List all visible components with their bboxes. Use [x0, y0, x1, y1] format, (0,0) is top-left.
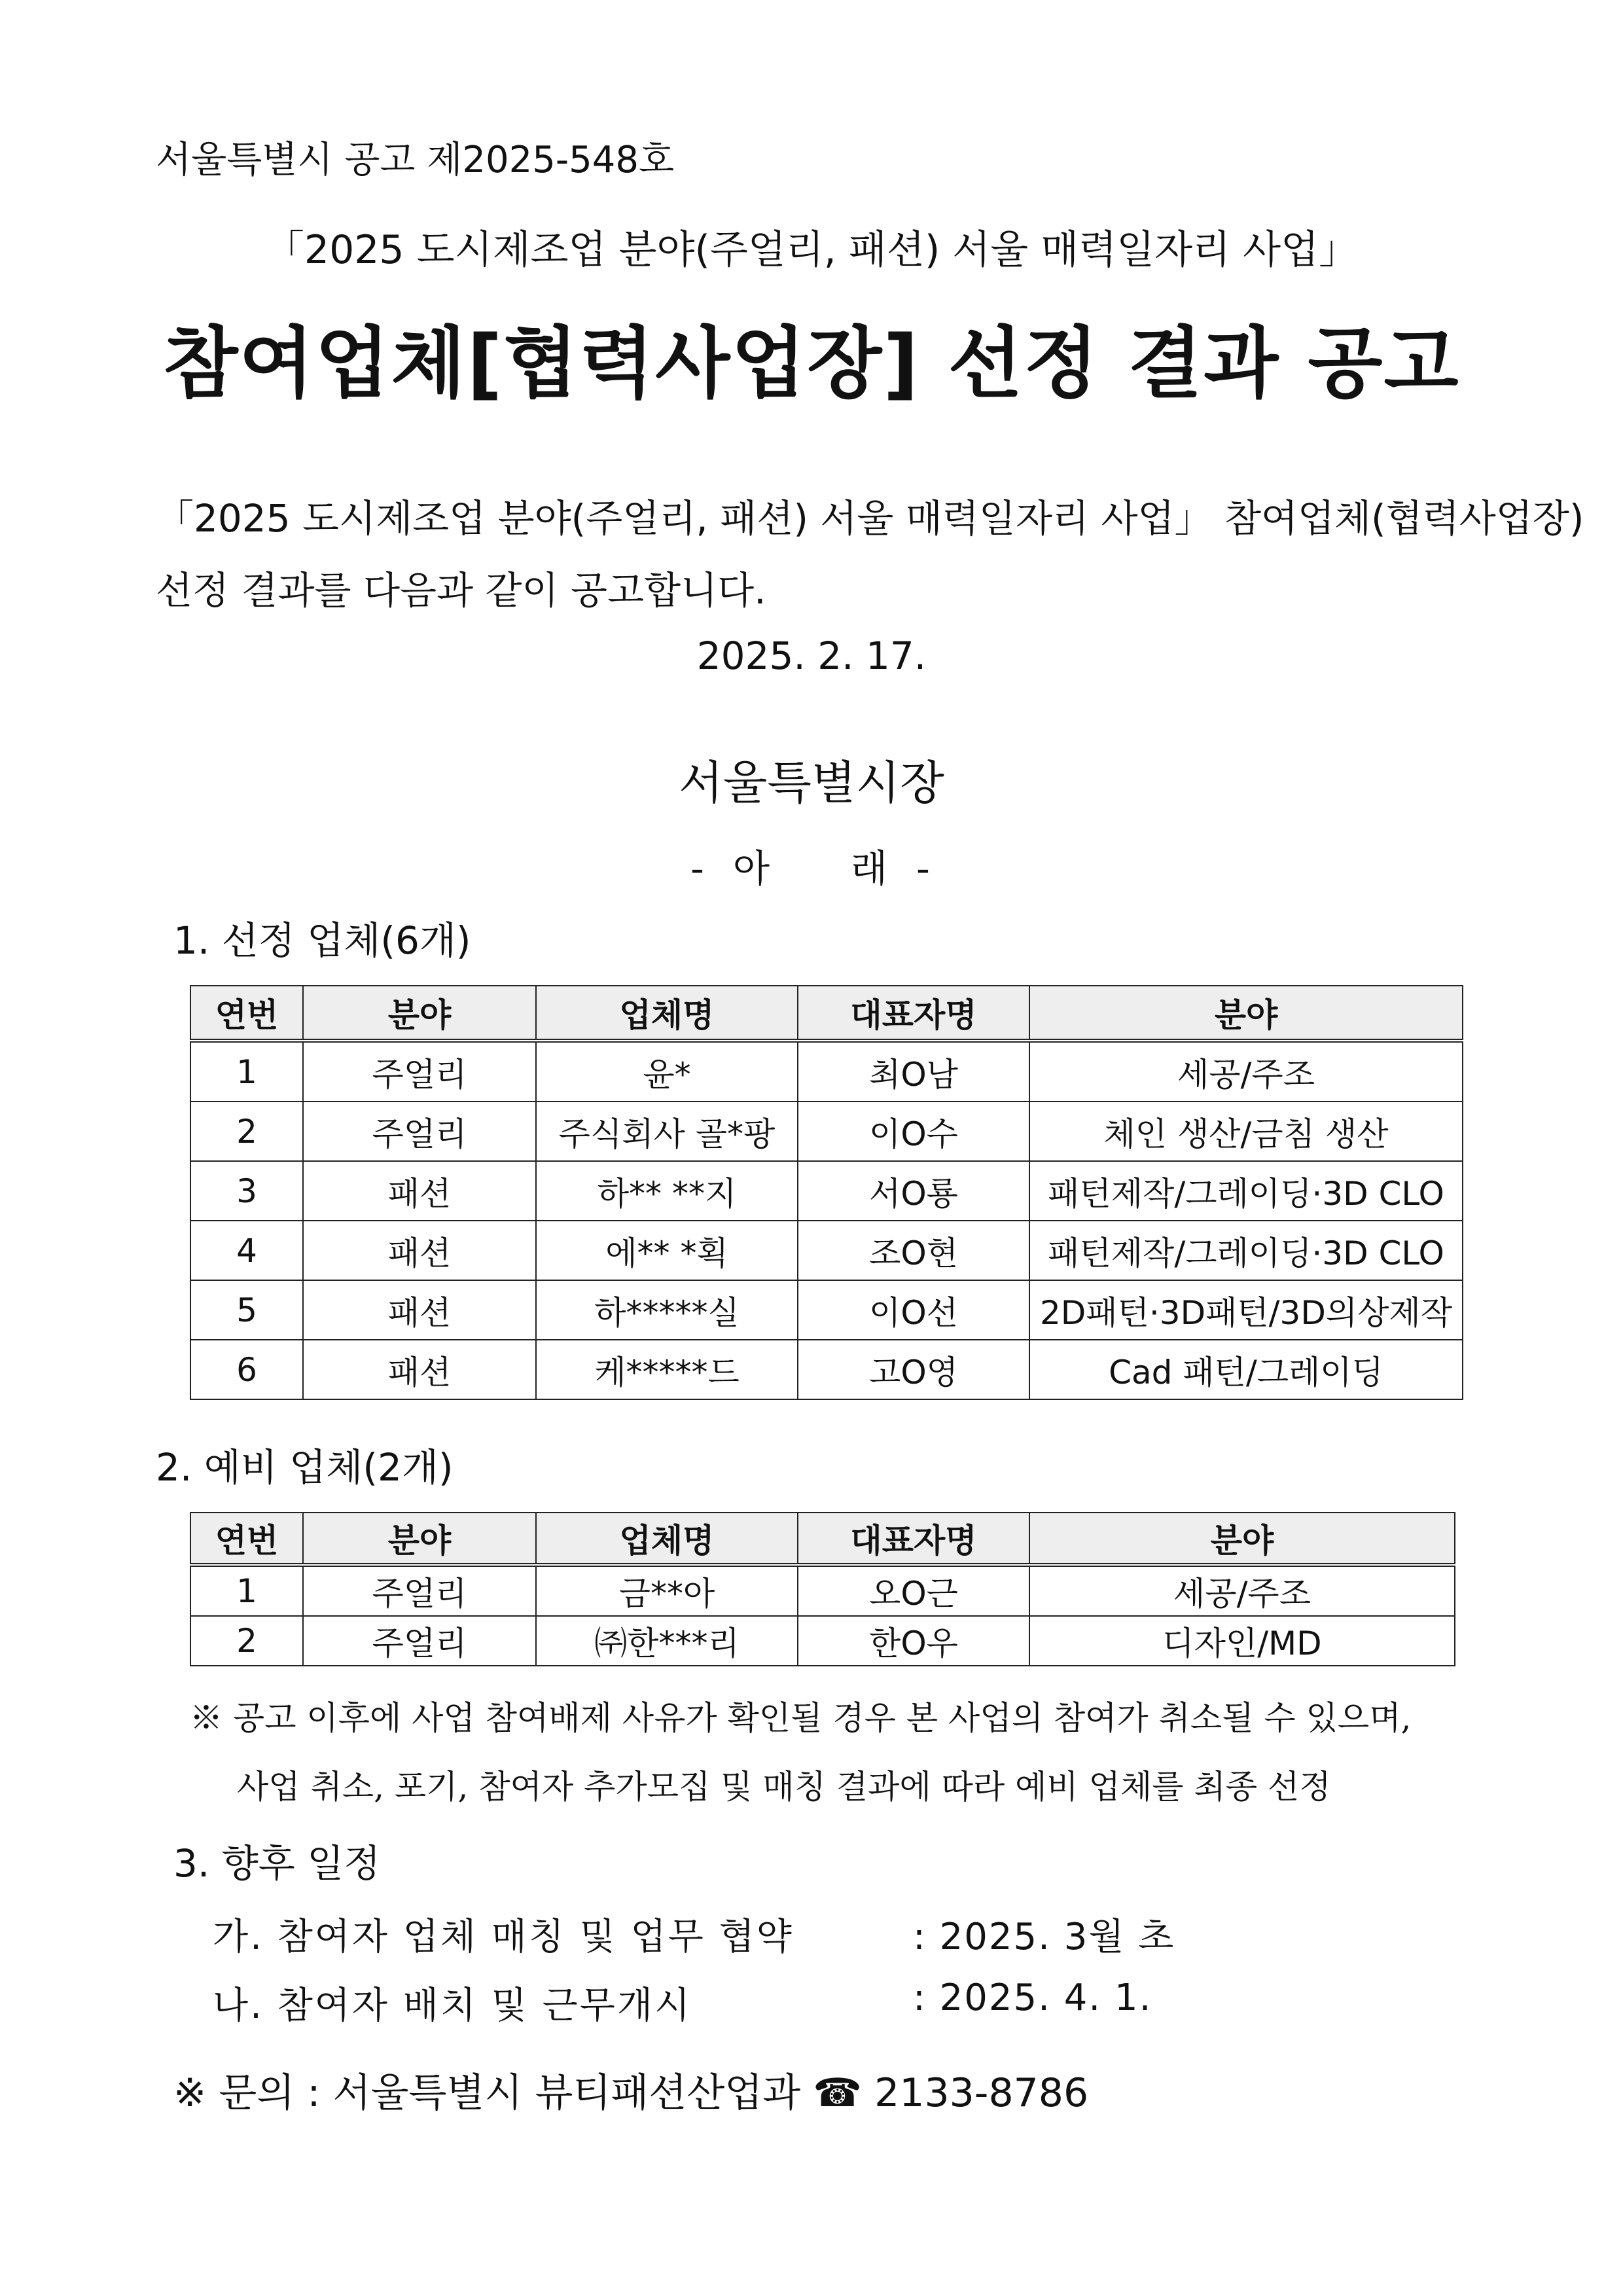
cell-specialty: 체인 생산/금침 생산	[1029, 1102, 1463, 1161]
table-header-row	[190, 986, 1463, 1041]
cell-representative: 한O우	[798, 1616, 1029, 1666]
document-subtitle: 「2025 도시제조업 분야(주얼리, 패션) 서울 매력일자리 사업」	[264, 227, 1359, 273]
cell-field: 주얼리	[303, 1041, 536, 1102]
col-header-company: 업체명	[536, 1513, 798, 1565]
cell-specialty: Cad 패턴/그레이딩	[1029, 1340, 1463, 1399]
cell-field: 패션	[303, 1340, 536, 1399]
intro-line-2: 선정 결과를 다음과 같이 공고합니다.	[156, 568, 766, 613]
notice-date: 2025. 2. 17.	[696, 634, 927, 678]
col-header-representative: 대표자명	[798, 986, 1029, 1041]
below-dash-right: -	[916, 846, 933, 891]
cell-specialty: 패턴제작/그레이딩·3D CLO	[1029, 1221, 1463, 1280]
below-char-2: 래	[851, 846, 891, 891]
cell-company: 윤*	[536, 1041, 798, 1102]
col-header-specialty: 분야	[1029, 1513, 1455, 1565]
table-row	[190, 1102, 1463, 1161]
notice-number: 서울특별시 공고 제2025-548호	[156, 139, 675, 181]
intro-line-1: 「2025 도시제조업 분야(주얼리, 패션) 서울 매력일자리 사업」 참여업체(협력사업장)	[156, 496, 1584, 541]
cell-field: 주얼리	[303, 1616, 536, 1666]
cell-representative: 최O남	[798, 1041, 1029, 1102]
col-header-representative: 대표자명	[798, 1513, 1029, 1565]
cell-representative: 서O룡	[798, 1161, 1029, 1221]
cell-company: 주식회사 골*팡	[536, 1102, 798, 1161]
schedule-item-label: 가. 참여자 업체 매칭 및 업무 협약	[213, 1916, 794, 1958]
note-line-1: ※ 공고 이후에 사업 참여배제 사유가 확인될 경우 본 사업의 참여가 취소될 수 있으며,	[190, 1699, 1412, 1737]
cell-company: 케*****드	[536, 1340, 798, 1399]
below-char-1: 아	[732, 846, 772, 891]
table-row	[190, 1280, 1463, 1340]
col-header-no: 연번	[190, 1513, 303, 1565]
cell-company: 에** *획	[536, 1221, 798, 1280]
schedule-item-value: : 2025. 3월 초	[913, 1916, 1175, 1958]
cell-representative: 이O수	[798, 1102, 1029, 1161]
cell-no: 6	[190, 1340, 303, 1399]
cell-field: 주얼리	[303, 1565, 536, 1616]
cell-no: 2	[190, 1616, 303, 1666]
cell-no: 4	[190, 1221, 303, 1280]
note-line-2: 사업 취소, 포기, 참여자 추가모집 및 매칭 결과에 따라 예비 업체를 최종 선정	[237, 1768, 1331, 1806]
table-row	[190, 1565, 1455, 1616]
contact-info: ※ 문의 : 서울특별시 뷰티패션산업과 ☎ 2133-8786	[173, 2070, 1089, 2116]
cell-field: 패션	[303, 1280, 536, 1340]
cell-no: 1	[190, 1565, 303, 1616]
table-row	[190, 1041, 1463, 1102]
selected-companies-table	[190, 985, 1463, 1400]
schedule-item-label: 나. 참여자 배치 및 근무개시	[213, 1984, 692, 2027]
cell-company: 금**아	[536, 1565, 798, 1616]
cell-representative: 이O선	[798, 1280, 1029, 1340]
cell-specialty: 디자인/MD	[1029, 1616, 1455, 1666]
cell-no: 5	[190, 1280, 303, 1340]
table-header-row	[190, 1513, 1455, 1565]
cell-representative: 고O영	[798, 1340, 1029, 1399]
cell-representative: 조O현	[798, 1221, 1029, 1280]
cell-representative: 오O근	[798, 1565, 1029, 1616]
cell-no: 2	[190, 1102, 303, 1161]
section-3-heading: 3. 향후 일정	[173, 1841, 381, 1886]
section-2-heading: 2. 예비 업체(2개)	[156, 1445, 454, 1490]
col-header-field: 분야	[303, 1513, 536, 1565]
table-row	[190, 1616, 1455, 1666]
cell-company: 하*****실	[536, 1280, 798, 1340]
issuer: 서울특별시장	[679, 756, 944, 810]
cell-no: 1	[190, 1041, 303, 1102]
cell-company: 하** **지	[536, 1161, 798, 1221]
cell-field: 주얼리	[303, 1102, 536, 1161]
table-row	[190, 1340, 1463, 1399]
cell-company: ㈜한***리	[536, 1616, 798, 1666]
below-dash-left: -	[690, 846, 707, 891]
col-header-no: 연번	[190, 986, 303, 1041]
reserve-companies-table	[190, 1512, 1455, 1666]
col-header-field: 분야	[303, 986, 536, 1041]
cell-field: 패션	[303, 1221, 536, 1280]
cell-specialty: 2D패턴·3D패턴/3D의상제작	[1029, 1280, 1463, 1340]
section-1-heading: 1. 선정 업체(6개)	[173, 918, 471, 963]
schedule-item-value: : 2025. 4. 1.	[913, 1977, 1152, 2019]
document-title: 참여업체[협력사업장] 선정 결과 공고	[163, 318, 1460, 408]
col-header-specialty: 분야	[1029, 986, 1463, 1041]
below-marker	[0, 838, 1623, 893]
cell-no: 3	[190, 1161, 303, 1221]
cell-specialty: 세공/주조	[1029, 1565, 1455, 1616]
table-row	[190, 1221, 1463, 1280]
table-row	[190, 1161, 1463, 1221]
cell-specialty: 세공/주조	[1029, 1041, 1463, 1102]
cell-field: 패션	[303, 1161, 536, 1221]
cell-specialty: 패턴제작/그레이딩·3D CLO	[1029, 1161, 1463, 1221]
col-header-company: 업체명	[536, 986, 798, 1041]
